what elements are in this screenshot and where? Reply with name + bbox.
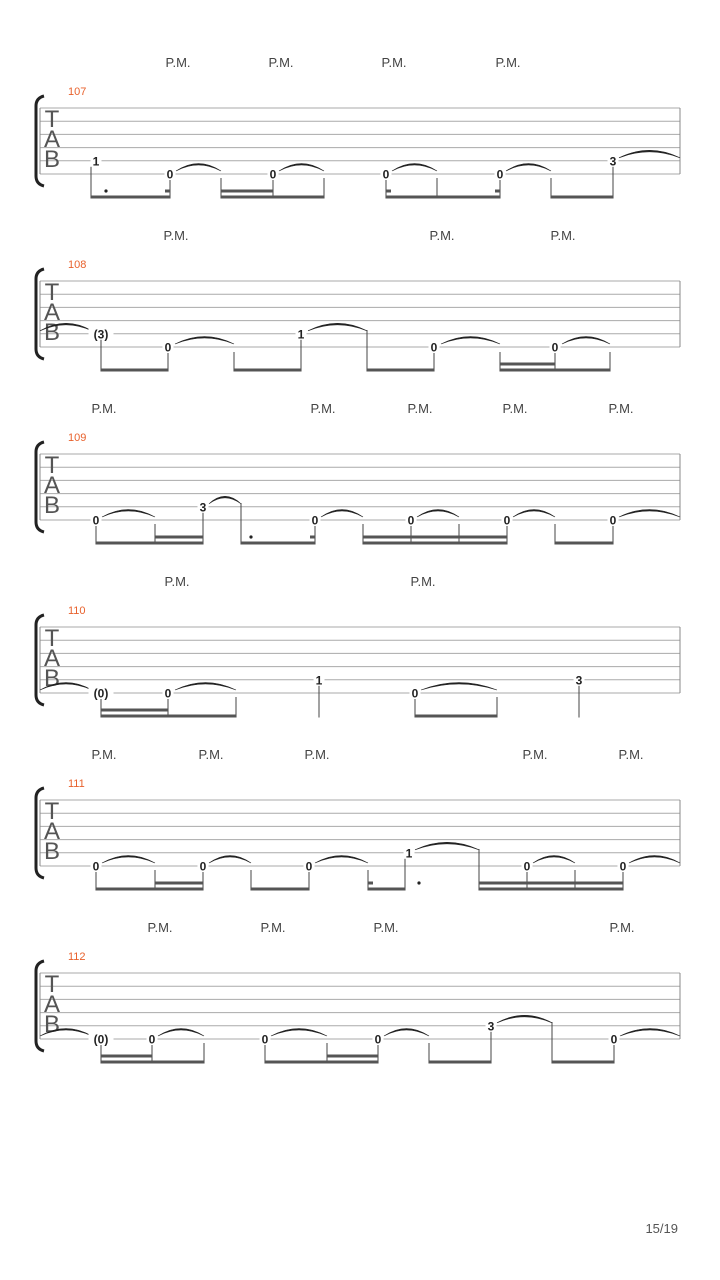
tab-clef-letter: B (43, 146, 61, 173)
tab-clef-letter: B (43, 838, 61, 865)
fret-number: 0 (199, 859, 207, 874)
measure-number: 107 (68, 86, 87, 98)
tab-clef-letter: A (43, 818, 61, 845)
tie-arc (321, 510, 363, 518)
tie-arc (497, 1015, 552, 1023)
fret-number: 1 (315, 673, 323, 688)
fret-number: 3 (575, 673, 583, 688)
fret-number: 0 (269, 167, 277, 182)
fret-number: (3) (93, 327, 109, 342)
fret-number: 0 (374, 1032, 382, 1047)
palm-mute-label: P.M. (429, 228, 455, 243)
fret-number: 0 (166, 167, 174, 182)
fret-number: 3 (487, 1019, 495, 1034)
tab-clef-letter: B (43, 665, 61, 692)
note-beam (555, 542, 613, 545)
tie-arc (271, 1029, 327, 1037)
tab-clef-letter: A (43, 991, 61, 1018)
measure-number: 112 (68, 951, 86, 963)
palm-mute-label: P.M. (410, 574, 436, 589)
note-beam (91, 196, 170, 199)
tie-arc (417, 510, 459, 518)
tab-clef-letter: T (44, 452, 60, 479)
fret-number: 3 (609, 154, 617, 169)
palm-mute-label: P.M. (304, 747, 330, 762)
fret-number: 0 (148, 1032, 156, 1047)
note-beam (386, 196, 500, 199)
fret-number: 0 (92, 513, 100, 528)
note-beam (155, 882, 203, 885)
tie-arc (102, 856, 155, 864)
note-beam (479, 882, 623, 885)
tab-clef-letter: T (44, 625, 60, 652)
palm-mute-label: P.M. (609, 920, 635, 935)
fret-number: 0 (305, 859, 313, 874)
fret-number: 0 (503, 513, 511, 528)
tab-clef-letter: A (43, 126, 61, 153)
tab-clef-letter: T (44, 279, 60, 306)
tie-arc (209, 856, 251, 864)
beam-stub (386, 190, 391, 193)
measure-number: 111 (68, 778, 85, 790)
note-beam (500, 369, 610, 372)
palm-mute-label: P.M. (260, 920, 286, 935)
palm-mute-label: P.M. (608, 401, 634, 416)
tie-arc (175, 683, 236, 691)
tie-arc (629, 856, 680, 864)
tab-clef-letter: T (44, 106, 60, 133)
tab-clef-letter: T (44, 971, 60, 998)
palm-mute-label: P.M. (147, 920, 173, 935)
palm-mute-label: P.M. (165, 55, 191, 70)
beam-stub (165, 190, 170, 193)
tab-clef-letter: T (44, 798, 60, 825)
tab-clef-letter: B (43, 1011, 61, 1038)
palm-mute-label: P.M. (164, 574, 190, 589)
note-beam (363, 536, 507, 539)
palm-mute-label: P.M. (373, 920, 399, 935)
note-beam (429, 1061, 491, 1064)
fret-number: 0 (311, 513, 319, 528)
note-beam (265, 1061, 378, 1064)
tie-arc (620, 1029, 680, 1037)
fret-number: 0 (261, 1032, 269, 1047)
note-beam (368, 888, 405, 891)
note-beam (96, 888, 203, 891)
fret-number: 3 (199, 500, 207, 515)
tie-arc (209, 496, 241, 504)
tie-arc (533, 856, 575, 864)
tie-arc (421, 683, 497, 691)
note-beam (221, 196, 324, 199)
note-beam (155, 536, 203, 539)
palm-mute-label: P.M. (163, 228, 189, 243)
palm-mute-label: P.M. (407, 401, 433, 416)
measure-number: 109 (68, 432, 87, 444)
palm-mute-label: P.M. (91, 747, 117, 762)
beam-stub (368, 882, 373, 885)
tie-arc (513, 510, 555, 518)
fret-number: 0 (610, 1032, 618, 1047)
note-beam (101, 369, 168, 372)
tie-arc (102, 510, 155, 518)
note-beam (479, 888, 623, 891)
tab-clef-letter: A (43, 472, 61, 499)
note-beam (363, 542, 507, 545)
tie-arc (175, 337, 234, 345)
note-beam (415, 715, 497, 718)
tie-arc (384, 1029, 429, 1037)
fret-number: 0 (92, 859, 100, 874)
tie-arc (158, 1029, 204, 1037)
fret-number: 0 (382, 167, 390, 182)
fret-number: 0 (164, 340, 172, 355)
tie-arc (619, 150, 680, 158)
tab-clef-letter: A (43, 299, 61, 326)
note-beam (101, 1061, 204, 1064)
tie-arc (392, 164, 437, 172)
fret-number: 1 (92, 154, 100, 169)
tie-arc (506, 164, 551, 172)
tab-clef-letter: B (43, 492, 61, 519)
note-beam (552, 1061, 614, 1064)
note-beam (96, 542, 203, 545)
fret-number: 0 (430, 340, 438, 355)
tie-arc (619, 510, 680, 518)
fret-number: (0) (93, 686, 109, 701)
fret-number: 0 (609, 513, 617, 528)
palm-mute-label: P.M. (310, 401, 336, 416)
note-beam (251, 888, 309, 891)
fret-number: 0 (551, 340, 559, 355)
note-beam (221, 190, 273, 193)
note-beam (101, 1055, 152, 1058)
measure-number: 108 (68, 259, 87, 271)
fret-number: 0 (411, 686, 419, 701)
beam-stub (495, 190, 500, 193)
fret-number: 1 (405, 846, 413, 861)
tie-arc (441, 337, 500, 345)
rhythm-dot (417, 881, 420, 884)
note-beam (500, 363, 555, 366)
palm-mute-label: P.M. (618, 747, 644, 762)
palm-mute-label: P.M. (91, 401, 117, 416)
fret-number: 0 (523, 859, 531, 874)
beam-stub (310, 536, 315, 539)
rhythm-dot (249, 535, 252, 538)
tie-arc (279, 164, 324, 172)
palm-mute-label: P.M. (550, 228, 576, 243)
tie-arc (562, 337, 610, 345)
palm-mute-label: P.M. (198, 747, 224, 762)
note-beam (241, 542, 315, 545)
fret-number: 0 (407, 513, 415, 528)
page-number: 15/19 (645, 1221, 678, 1236)
palm-mute-label: P.M. (495, 55, 521, 70)
palm-mute-label: P.M. (268, 55, 294, 70)
tie-arc (308, 323, 367, 331)
fret-number: 0 (164, 686, 172, 701)
tie-arc (315, 856, 368, 864)
fret-number: 0 (496, 167, 504, 182)
tie-arc (176, 164, 221, 172)
note-beam (551, 196, 613, 199)
note-beam (101, 715, 236, 718)
note-beam (327, 1055, 378, 1058)
note-beam (234, 369, 301, 372)
tab-clef-letter: B (43, 319, 61, 346)
palm-mute-label: P.M. (522, 747, 548, 762)
palm-mute-label: P.M. (381, 55, 407, 70)
tie-arc (415, 842, 479, 850)
note-beam (101, 709, 168, 712)
tab-clef-letter: A (43, 645, 61, 672)
fret-number: 1 (297, 327, 305, 342)
fret-number: 0 (619, 859, 627, 874)
fret-number: (0) (93, 1032, 109, 1047)
measure-number: 110 (68, 605, 86, 617)
note-beam (367, 369, 434, 372)
palm-mute-label: P.M. (502, 401, 528, 416)
rhythm-dot (104, 189, 107, 192)
